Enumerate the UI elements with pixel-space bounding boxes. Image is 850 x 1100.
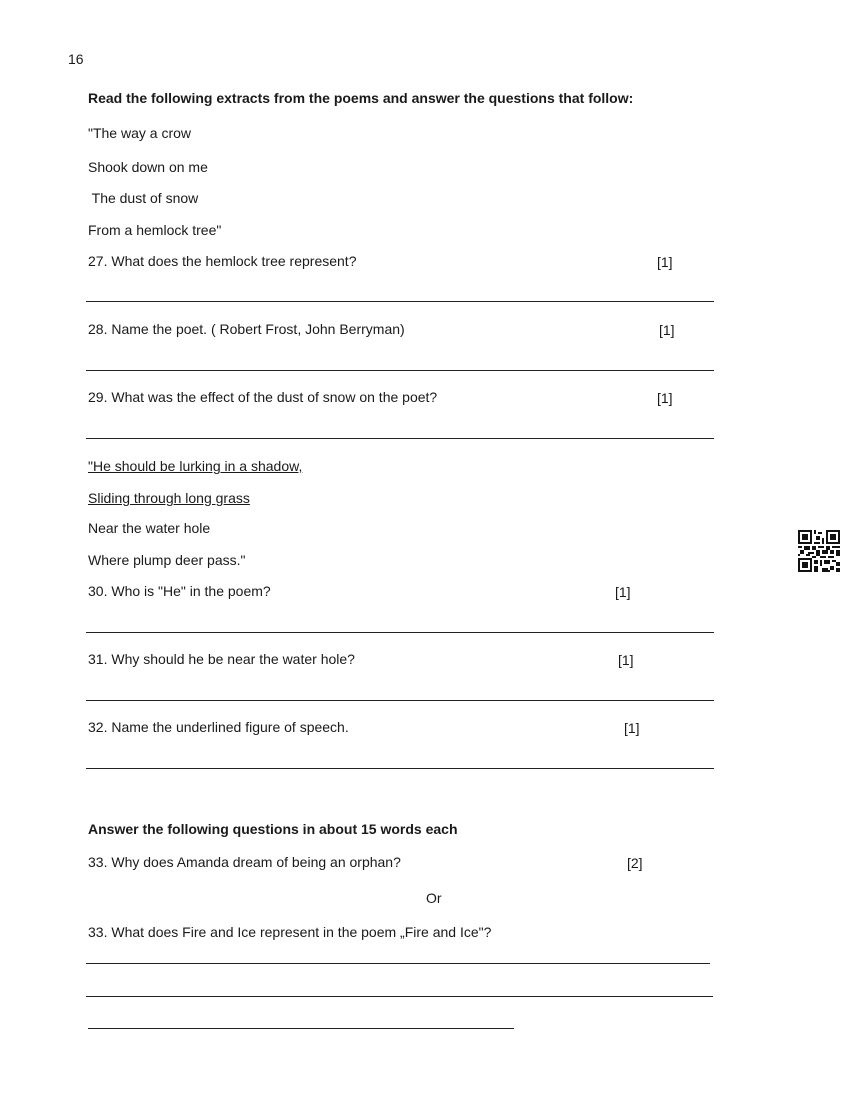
page-number: 16: [68, 51, 84, 67]
poem-line-underlined: Sliding through long grass: [88, 490, 250, 506]
question-31: 31. Why should he be near the water hole?: [88, 651, 355, 667]
question-32: 32. Name the underlined figure of speech.: [88, 719, 349, 735]
answer-line-30[interactable]: [86, 632, 714, 633]
answer-line-31[interactable]: [86, 700, 714, 701]
marks-27: [1]: [657, 254, 673, 270]
poem-line: Near the water hole: [88, 520, 211, 536]
marks-30: [1]: [615, 584, 631, 600]
answer-line-28[interactable]: [86, 370, 714, 371]
question-33b: 33. What does Fire and Ice represent in the poem „Fire and Ice"?: [88, 924, 492, 940]
answer-line-32[interactable]: [86, 768, 714, 769]
poem-line: Shook down on me: [88, 159, 208, 175]
section-heading-short-answers: Answer the following questions in about 15 words each: [88, 821, 458, 837]
question-29: 29. What was the effect of the dust of snow on the poet?: [88, 389, 438, 405]
question-27: 27. What does the hemlock tree represent?: [88, 253, 357, 269]
poem-line: The dust of snow: [88, 190, 199, 206]
marks-32: [1]: [624, 720, 640, 736]
poem-line: "The way a crow: [88, 125, 192, 141]
poem-line-underlined: "He should be lurking in a shadow,: [88, 458, 303, 474]
question-28: 28. Name the poet. ( Robert Frost, John Berryman): [88, 321, 405, 337]
question-30: 30. Who is "He" in the poem?: [88, 583, 271, 599]
question-33a: 33. Why does Amanda dream of being an orphan?: [88, 854, 401, 870]
answer-line-33-1[interactable]: [86, 963, 710, 964]
qr-code-icon: [798, 530, 840, 572]
poem-line: From a hemlock tree": [88, 222, 222, 238]
section-heading-extracts: Read the following extracts from the poems and answer the questions that follow:: [88, 90, 634, 106]
answer-line-33-3[interactable]: [88, 1028, 514, 1029]
marks-33a: [2]: [627, 855, 643, 871]
marks-28: [1]: [659, 322, 675, 338]
or-separator: Or: [426, 890, 442, 906]
answer-line-29[interactable]: [86, 438, 714, 439]
answer-line-27[interactable]: [86, 301, 714, 302]
poem-line: Where plump deer pass.": [88, 552, 246, 568]
answer-line-33-2[interactable]: [86, 996, 713, 997]
marks-29: [1]: [657, 390, 673, 406]
marks-31: [1]: [618, 652, 634, 668]
